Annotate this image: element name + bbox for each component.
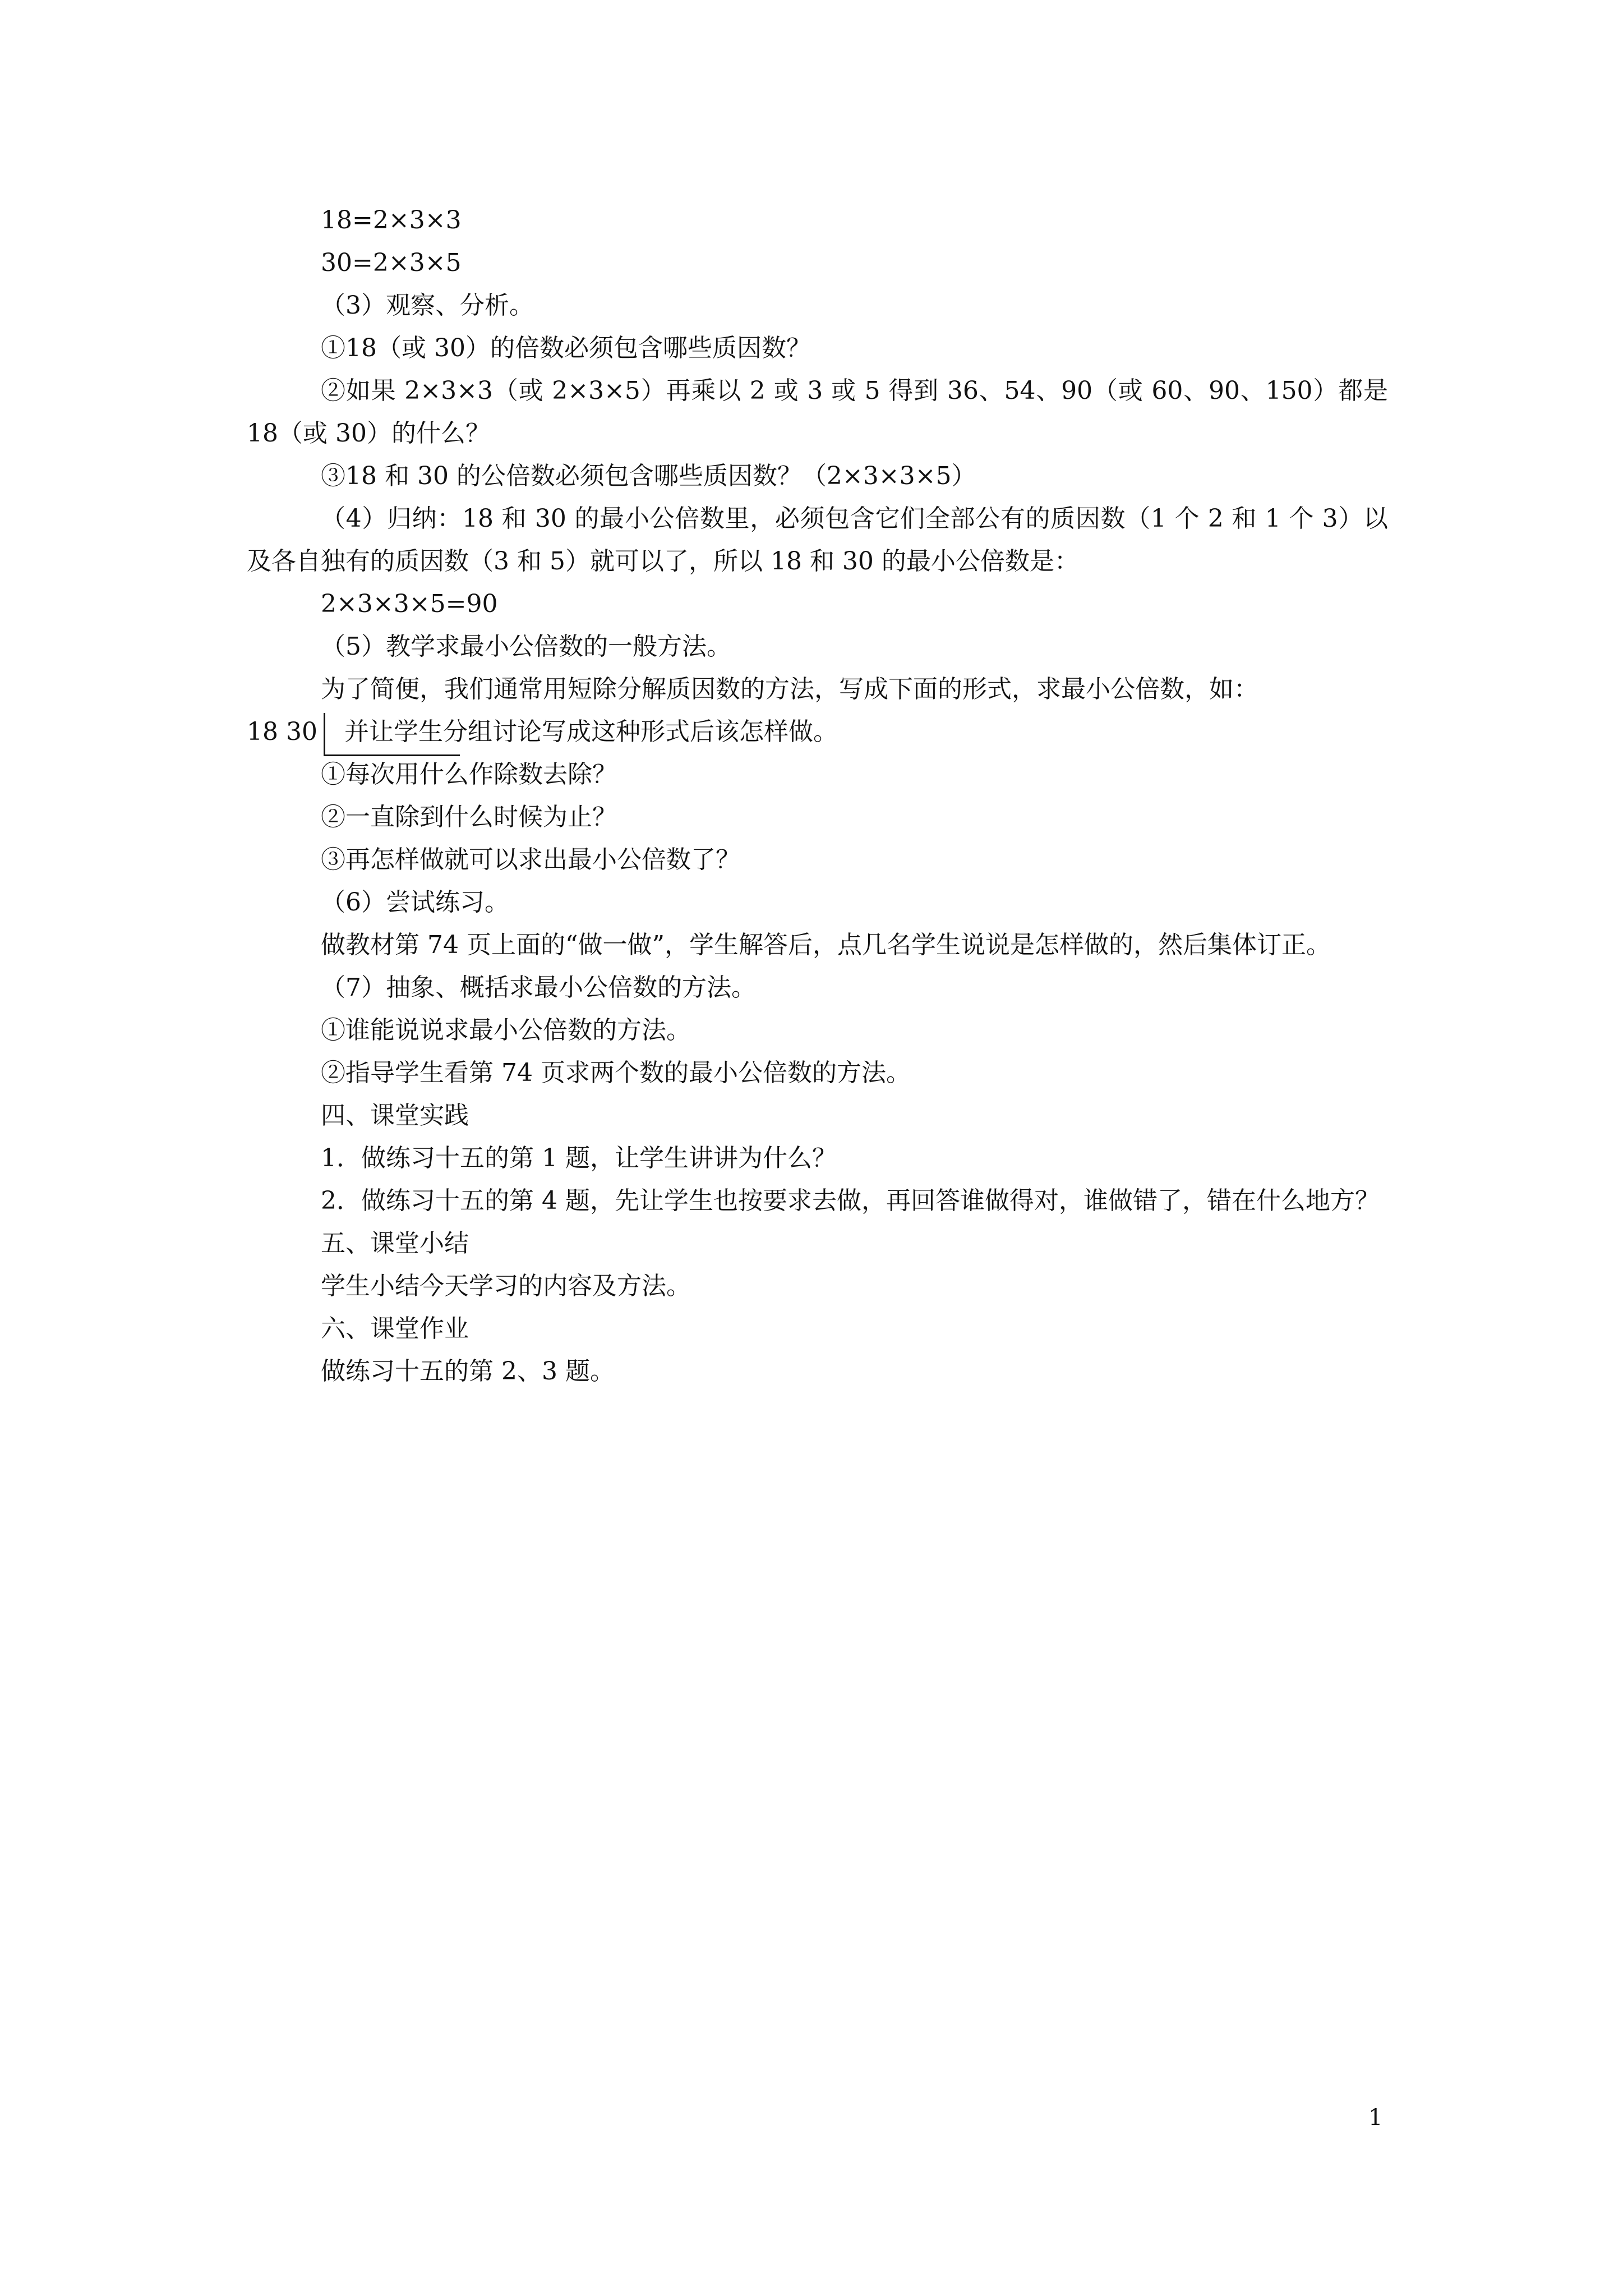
equation-30: 30=2×3×5 xyxy=(321,249,462,277)
step-4-summary: （4）归纳：18 和 30 的最小公倍数里，必须包含它们全部公有的质因数（1 个 2 和 1 个 3）以及各自独有的质因数（3 和 5）就可以了，所以 18 和 30 的最小公倍数是： xyxy=(247,504,1388,576)
division-numbers: 18 30 xyxy=(247,717,317,746)
abstract-item-1: ①谁能说说求最小公倍数的方法。 xyxy=(321,1016,691,1045)
document-body xyxy=(247,199,1388,1393)
practice-item-1: 1．做练习十五的第 1 题，让学生讲讲为什么？ xyxy=(321,1144,837,1172)
step-6-heading: （6）尝试练习。 xyxy=(321,888,509,917)
summary-text: 学生小结今天学习的内容及方法。 xyxy=(321,1272,691,1300)
step-3-heading: （3）观察、分析。 xyxy=(321,291,534,320)
practice-instruction: 做教材第 74 页上面的“做一做”，学生解答后，点几名学生说说是怎样做的，然后集体订正。 xyxy=(321,931,1331,959)
short-division-intro: 为了简便，我们通常用短除分解质因数的方法，写成下面的形式，求最小公倍数，如： xyxy=(321,675,1258,703)
page-number: 1 xyxy=(1368,2105,1383,2131)
section-5-heading: 五、课堂小结 xyxy=(321,1229,469,1258)
equation-18: 18=2×3×3 xyxy=(321,206,462,234)
abstract-item-2: ②指导学生看第 74 页求两个数的最小公倍数的方法。 xyxy=(321,1059,911,1087)
section-4-heading: 四、课堂实践 xyxy=(321,1101,469,1130)
step-7-heading: （7）抽象、概括求最小公倍数的方法。 xyxy=(321,973,756,1002)
question-2: ②如果 2×3×3（或 2×3×5）再乘以 2 或 3 或 5 得到 36、54、90（或 60、90、150）都是 18（或 30）的什么？ xyxy=(247,376,1388,448)
short-division-bracket xyxy=(324,713,460,756)
method-question-1: ①每次用什么作除数去除？ xyxy=(321,760,617,789)
homework-text: 做练习十五的第 2、3 题。 xyxy=(321,1357,615,1386)
short-division-example xyxy=(247,711,1388,753)
method-question-2: ②一直除到什么时候为止？ xyxy=(321,803,617,831)
question-1: ①18（或 30）的倍数必须包含哪些质因数？ xyxy=(321,334,811,362)
question-3: ③18 和 30 的公倍数必须包含哪些质因数？（2×3×3×5） xyxy=(321,462,976,490)
step-5-heading: （5）教学求最小公倍数的一般方法。 xyxy=(321,632,731,661)
practice-item-2: 2．做练习十五的第 4 题，先让学生也按要求去做，再回答谁做得对，谁做错了，错在什么地方？ xyxy=(321,1186,1380,1215)
lcm-result: 2×3×3×5=90 xyxy=(321,590,498,618)
division-instruction: 并让学生分组讨论写成这种形式后该怎样做。 xyxy=(344,717,838,746)
method-question-3: ③再怎样做就可以求出最小公倍数了？ xyxy=(321,845,740,874)
section-6-heading: 六、课堂作业 xyxy=(321,1314,469,1343)
